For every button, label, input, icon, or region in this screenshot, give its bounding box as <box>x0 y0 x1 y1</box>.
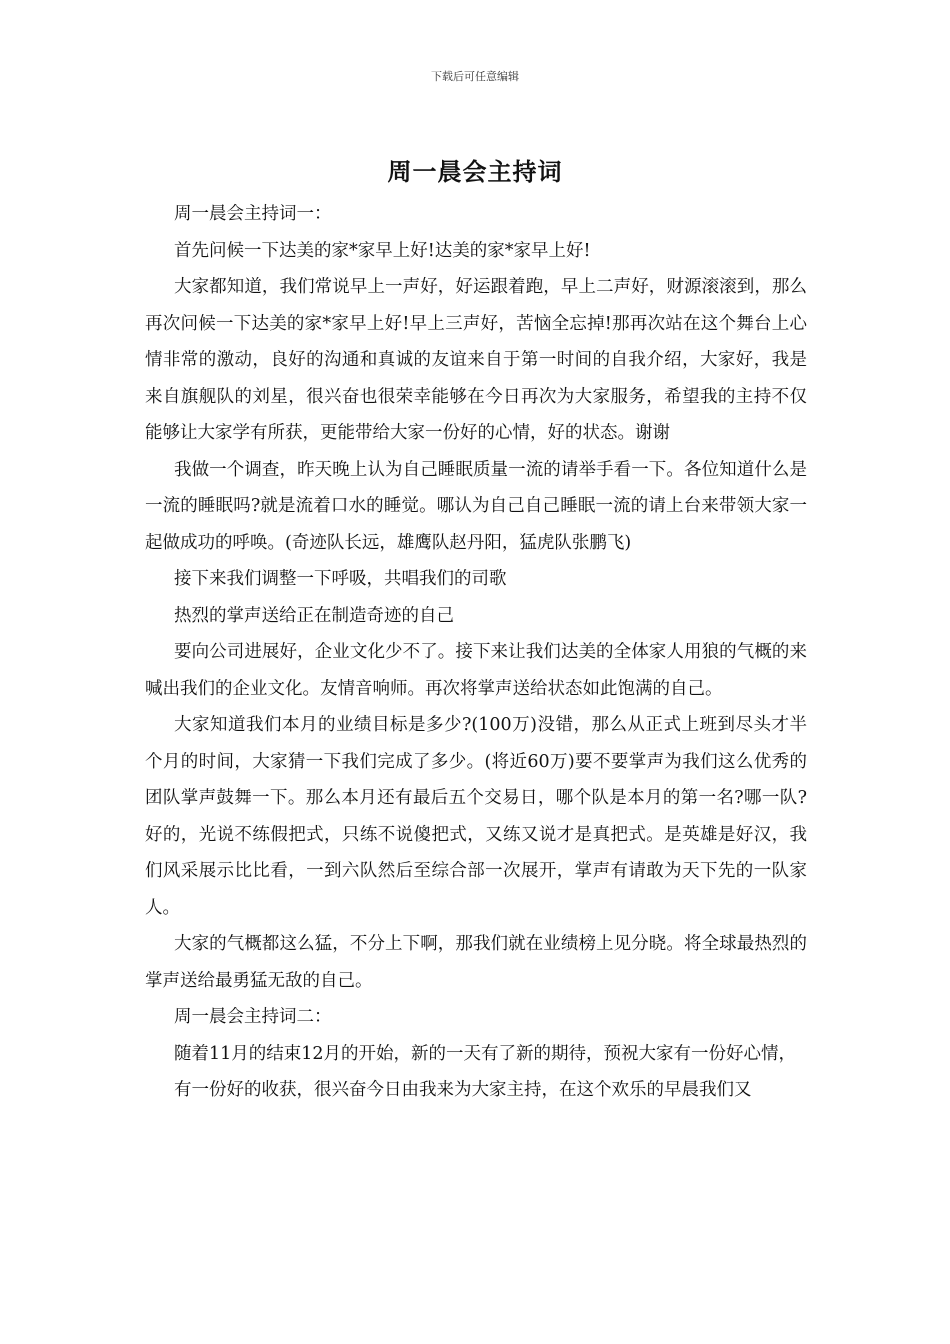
document-title: 周一晨会主持词 <box>387 158 563 186</box>
paragraph-host-opening: 有一份好的收获，很兴奋今日由我来为大家主持，在这个欢乐的早晨我们又 <box>174 1080 752 1100</box>
paragraph-leaderboard: 大家的气概都这么猛，不分上下啊，那我们就在业绩榜上见分晓。将全球最热烈的掌声送给最勇猛无敌的自己。 <box>145 934 807 991</box>
paragraph-company-song: 接下来我们调整一下呼吸，共唱我们的司歌 <box>174 569 507 589</box>
paragraph-monthly-target: 大家知道我们本月的业绩目标是多少?(100万)没错，那么从正式上班到尽头才半个月的时间，大家猜一下我们完成了多少。(将近60万)要不要掌声为我们这么优秀的团队掌声鼓舞一下。那么本月还有最后五个交易日，哪个队是本月的第一名?哪一队?好的，光说不练假把式，只练不说傻把式，又练又说才是真把式。是英雄是好汉，我们风采展示比比看，一到六队然后至综合部一次展开，掌声有请敢为天下先的一队家人。 <box>145 715 807 918</box>
paragraph-applause: 热烈的掌声送给正在制造奇迹的自己 <box>174 605 454 626</box>
paragraph-greeting: 首先问候一下达美的家*家早上好!达美的家*家早上好! <box>174 240 591 261</box>
paragraph-section-heading-2: 周一晨会主持词二： <box>174 1007 332 1027</box>
paragraph-self-introduction: 大家都知道，我们常说早上一声好，好运跟着跑，早上二声好，财源滚滚到，那么再次问候一下达美的家*家早上好!早上三声好，苦恼全忘掉!那再次站在这个舞台上心情非常的激动，良好的沟通和真诚的友谊来自于第一时间的自我介绍，大家好，我是来自旗舰队的刘星，很兴奋也很荣幸能够在今日再次为大家服务，希望我的主持不仅能够让大家学有所获，更能带给大家一份好的心情，好的状态。谢谢 <box>145 277 807 443</box>
paragraph-sleep-survey: 我做一个调查，昨天晚上认为自己睡眠质量一流的请举手看一下。各位知道什么是一流的睡眠吗?就是流着口水的睡觉。哪认为自己自己睡眠一流的请上台来带领大家一起做成功的呼唤。(奇迹队长远，雄鹰队赵丹阳，猛虎队张鹏飞) <box>145 459 807 553</box>
header-note: 下载后可任意编辑 <box>431 70 519 83</box>
document-body <box>145 196 807 1109</box>
paragraph-section-heading-1: 周一晨会主持词一： <box>174 204 332 224</box>
paragraph-december-wishes: 随着11月的结束12月的开始，新的一天有了新的期待，预祝大家有一份好心情， <box>174 1043 797 1064</box>
paragraph-corporate-culture: 要向公司进展好，企业文化少不了。接下来让我们达美的全体家人用狼的气概的来喊出我们的企业文化。友情音响师。再次将掌声送给状态如此饱满的自己。 <box>145 642 807 699</box>
